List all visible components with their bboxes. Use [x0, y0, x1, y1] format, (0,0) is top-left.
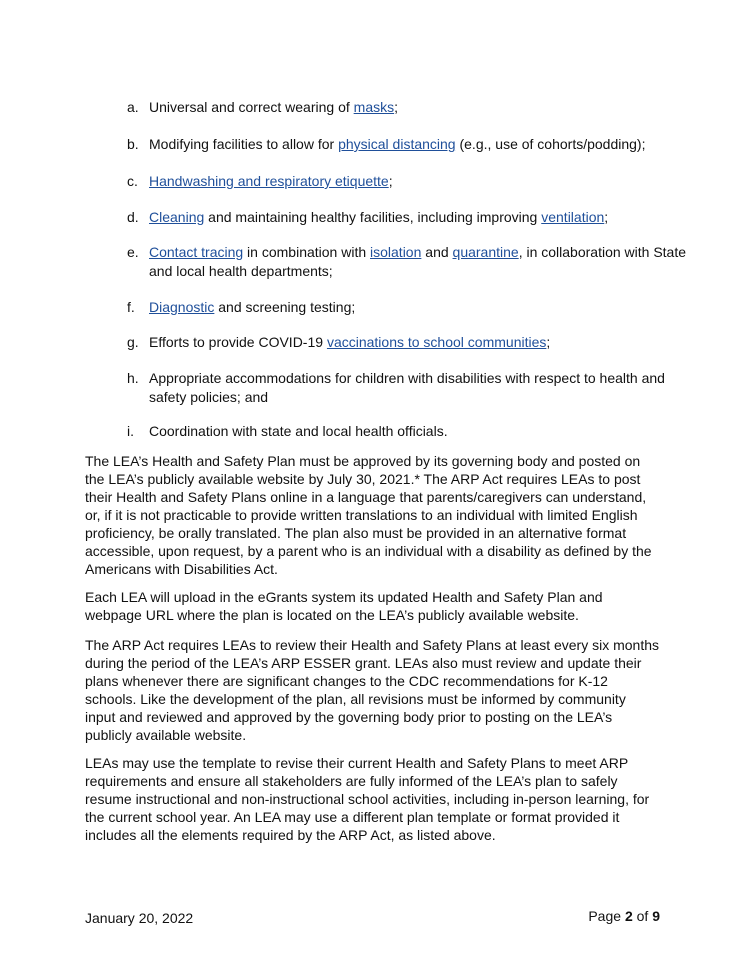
footer-date: January 20, 2022 [85, 910, 194, 926]
page-word: Page [588, 908, 622, 924]
list-item-text: Efforts to provide COVID-19 vaccinations to school communities; [149, 334, 551, 350]
quarantine-link[interactable]: quarantine [452, 244, 519, 260]
list-item-text: Universal and correct wearing of masks; [149, 99, 398, 115]
contact-tracing-link[interactable]: Contact tracing [149, 244, 244, 260]
list-item [127, 369, 687, 407]
list-item-text: Cleaning and maintaining healthy facilities, including improving ventilation; [149, 209, 609, 225]
cleaning-link[interactable]: Cleaning [149, 209, 205, 225]
list-item-text: Contact tracing in combination with isolation and quarantine, in collaboration with State and local health departments; [149, 244, 687, 279]
total-pages: 9 [652, 908, 660, 924]
plan-review-paragraph: The ARP Act requires LEAs to review their Health and Safety Plans at least every six months during the period of the LEA’s ARP ESSER grant. LEAs also must review and update their plans whenever there are significant changes to the CDC recommendations for K-12 schools. Like the development of the plan, all revisions must be informed by community input and reviewed and approved by the governing body prior to posting on the LEA’s publicly available website. [85, 637, 660, 743]
vaccinations-link[interactable]: vaccinations to school communities [326, 334, 547, 350]
list-marker: a. [127, 99, 139, 115]
isolation-link[interactable]: isolation [370, 244, 422, 260]
page-number [588, 907, 660, 925]
list-item [127, 98, 398, 117]
list-marker: e. [127, 244, 139, 260]
masks-link[interactable]: masks [353, 99, 395, 115]
diagnostic-link[interactable]: Diagnostic [149, 299, 215, 315]
egrants-upload-paragraph: Each LEA will upload in the eGrants system its updated Health and Safety Plan and webpage URL where the plan is located on the LEA’s publicly available website. [85, 589, 603, 623]
plan-approval-paragraph: The LEA’s Health and Safety Plan must be approved by its governing body and posted on the LEA’s publicly available website by July 30, 2021.* The ARP Act requires LEAs to post their Health and Safety Plans online in a language that parents/caregivers can understand, or, if it is not practicable to provide written translations to an individual with limited English proficiency, be orally translated. The plan also must be provided in an alternative format accessible, upon request, by a parent who is an individual with a disability as defined by the Americans with Disabilities Act. [85, 453, 652, 577]
list-marker: d. [127, 209, 139, 225]
list-item-text: Modifying facilities to allow for physical distancing (e.g., use of cohorts/podding); [149, 136, 646, 152]
list-item [127, 172, 393, 191]
list-item-text: Appropriate accommodations for children with disabilities with respect to health and safety policies; and [149, 370, 665, 405]
list-item [127, 208, 608, 227]
handwashing-link[interactable]: Handwashing and respiratory etiquette [149, 173, 389, 189]
current-page: 2 [624, 908, 633, 924]
physical-distancing-link[interactable]: physical distancing [338, 136, 456, 152]
list-item-text: Coordination with state and local health officials. [149, 423, 448, 439]
list-item-text: Handwashing and respiratory etiquette; [149, 173, 393, 189]
list-marker: g. [127, 334, 139, 350]
template-usage-paragraph: LEAs may use the template to revise their current Health and Safety Plans to meet ARP requirements and ensure all stakeholders are fully informed of the LEA’s plan to safely resume instructional and non-instructional school activities, including in-person learning, for the current school year. An LEA may use a different plan template or format provided it includes all the elements required by the ARP Act, as listed above. [85, 755, 650, 843]
list-item-text: Diagnostic and screening testing; [149, 299, 356, 315]
list-item [127, 243, 687, 281]
list-item [127, 135, 645, 154]
ventilation-link[interactable]: ventilation [541, 209, 605, 225]
list-marker: i. [127, 423, 134, 439]
of-word: of [636, 908, 649, 924]
list-marker: h. [127, 370, 139, 386]
list-item [127, 333, 550, 352]
list-marker: b. [127, 136, 139, 152]
list-marker: c. [127, 173, 138, 189]
list-item [127, 422, 448, 441]
list-item [127, 298, 355, 317]
list-marker: f. [127, 299, 135, 315]
